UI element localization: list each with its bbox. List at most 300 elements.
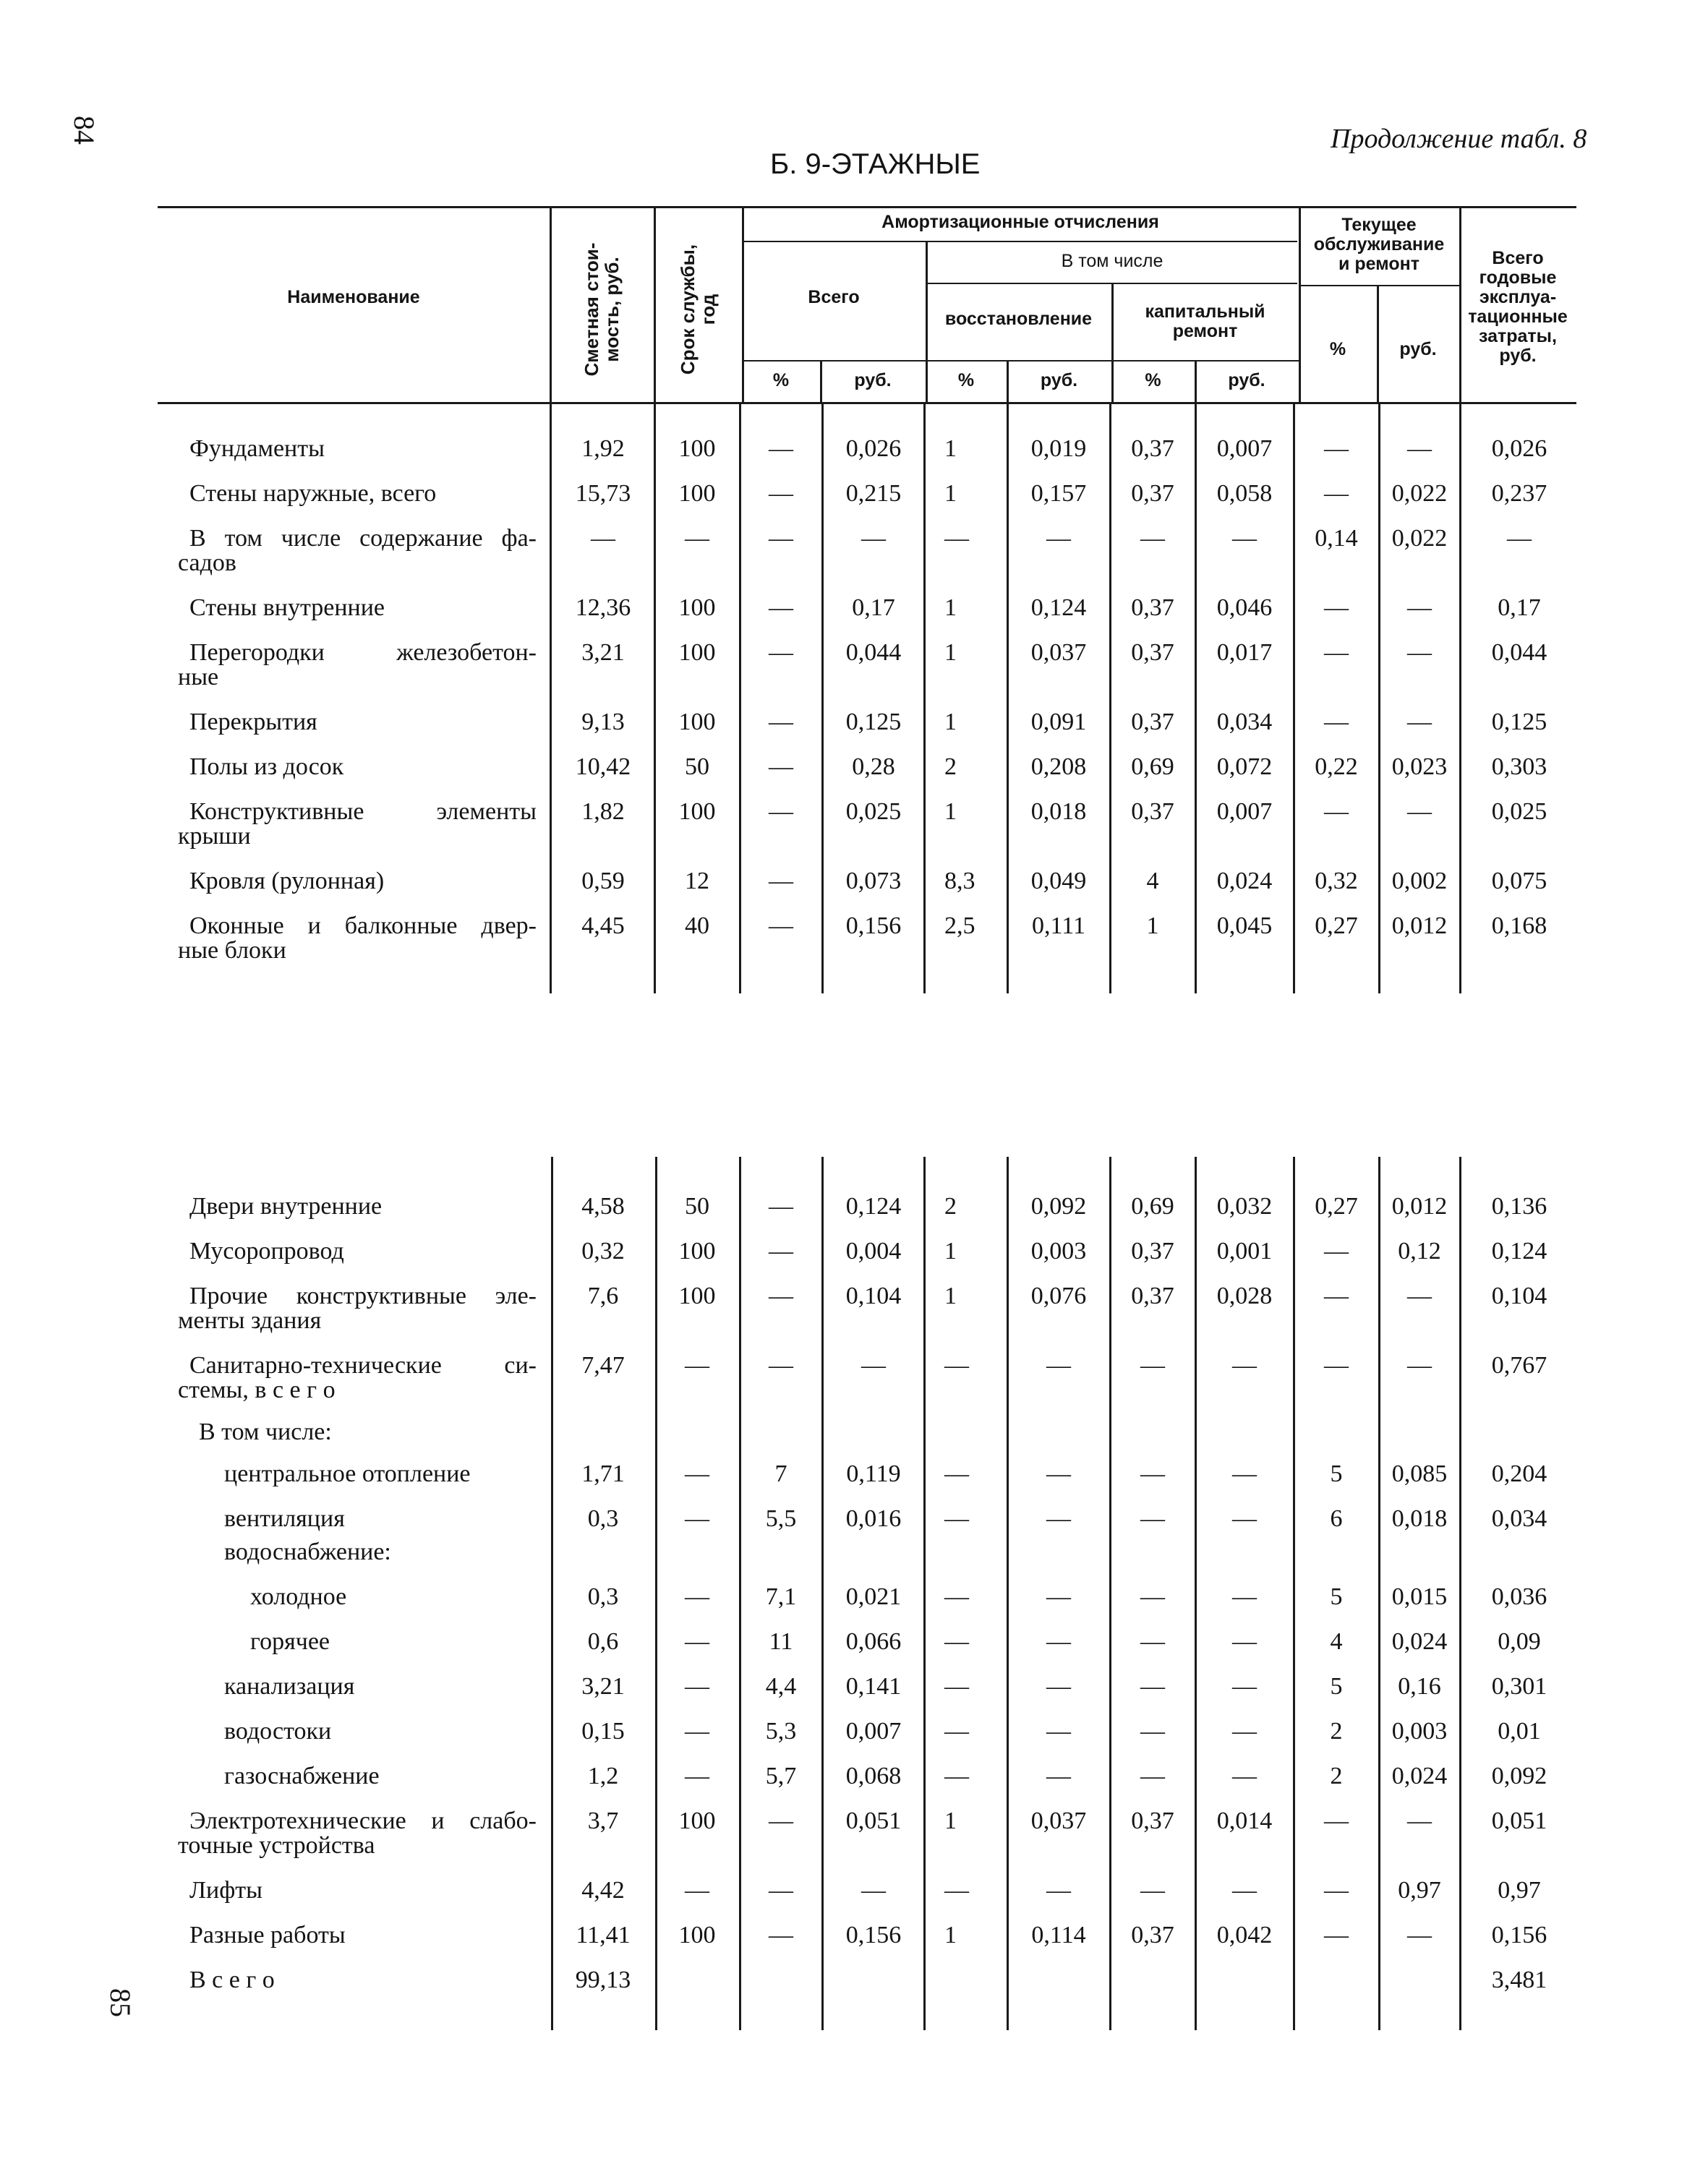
row-name-line: холодное	[250, 1583, 347, 1610]
cell-cr: 0,028	[1216, 1283, 1273, 1309]
table-row	[0, 1194, 1708, 1235]
cell-cost: 4,45	[581, 912, 625, 939]
table-row	[0, 869, 1708, 910]
row-name-line: Мусоропровод	[189, 1238, 344, 1265]
cell-rr: 0,037	[1030, 1808, 1087, 1834]
cell-all: 0,025	[1491, 798, 1547, 825]
row-name	[189, 482, 537, 506]
cell-or: 0,12	[1398, 1238, 1441, 1265]
cell-cp: —	[1140, 1877, 1165, 1904]
row-name-line: Двери внутренние	[189, 1193, 383, 1220]
cell-rr: —	[1046, 1352, 1071, 1379]
cell-cr: 0,042	[1216, 1922, 1273, 1948]
cell-cost: 1,2	[587, 1763, 619, 1789]
cell-rr: —	[1046, 1460, 1071, 1487]
cell-rr: 0,092	[1030, 1193, 1087, 1220]
cell-rp: —	[944, 1877, 969, 1904]
cell-or: 0,022	[1391, 480, 1448, 507]
cell-all: 0,034	[1491, 1505, 1547, 1532]
cell-cp: 0,69	[1131, 1193, 1174, 1220]
cell-cp: 0,37	[1131, 594, 1174, 621]
cell-rr: 0,124	[1030, 594, 1087, 621]
row-name	[189, 1878, 537, 1903]
cell-all: 0,136	[1491, 1193, 1547, 1220]
cell-cp: 4	[1146, 868, 1159, 894]
cell-cp: —	[1140, 525, 1165, 552]
cell-all: 0,301	[1491, 1673, 1547, 1700]
cell-rr: —	[1046, 1718, 1071, 1745]
cell-tp: 7	[774, 1460, 787, 1487]
cell-life: 100	[678, 480, 716, 507]
cell-op: —	[1324, 594, 1349, 621]
cell-op: —	[1324, 639, 1349, 666]
table-row	[0, 596, 1708, 636]
cell-rp: 1	[944, 1238, 957, 1265]
cell-rr: 0,076	[1030, 1283, 1087, 1309]
cell-op: 5	[1330, 1673, 1343, 1700]
cell-cr: —	[1232, 1505, 1257, 1532]
cell-all: 0,767	[1491, 1352, 1547, 1379]
cell-cp: 0,37	[1131, 1922, 1174, 1948]
cell-life: 100	[678, 798, 716, 825]
row-name	[178, 1352, 537, 1403]
row-name-continuation: ные блоки	[178, 937, 286, 964]
row-name	[189, 596, 537, 620]
cell-op: —	[1324, 1283, 1349, 1309]
cell-rr: 0,111	[1032, 912, 1085, 939]
cell-tr: 0,124	[845, 1193, 902, 1220]
table-row	[0, 710, 1708, 750]
cell-tr: 0,156	[845, 912, 902, 939]
cell-rp: 1	[944, 639, 957, 666]
cell-rp: 1	[944, 709, 957, 735]
cell-or: 0,024	[1391, 1763, 1448, 1789]
cell-cr: —	[1232, 1352, 1257, 1379]
row-name	[250, 1585, 346, 1609]
cell-all: 0,104	[1491, 1283, 1547, 1309]
cell-tr: 0,066	[845, 1628, 902, 1655]
row-name	[189, 1968, 537, 1993]
cell-tp: —	[769, 435, 793, 462]
cell-cr: 0,034	[1216, 709, 1273, 735]
section-title: Б. 9-ЭТАЖНЫЕ	[770, 148, 981, 180]
cell-cp: —	[1140, 1718, 1165, 1745]
row-name-line: центральное отопление	[224, 1460, 471, 1487]
cell-tp: —	[769, 1283, 793, 1309]
table-row	[0, 1462, 1708, 1502]
cell-life: 40	[685, 912, 709, 939]
table-row	[0, 482, 1708, 522]
cell-rr: 0,018	[1030, 798, 1087, 825]
cell-all: 0,01	[1498, 1718, 1541, 1745]
row-name-continuation: точные устройства	[178, 1832, 375, 1859]
cell-cr: 0,001	[1216, 1238, 1273, 1265]
header-life: Срок службы, год	[677, 244, 719, 375]
row-name-line: Разные работы	[189, 1922, 346, 1948]
cell-cr: —	[1232, 1460, 1257, 1487]
cell-op: —	[1324, 1352, 1349, 1379]
cell-tp: —	[769, 1352, 793, 1379]
cell-op: 5	[1330, 1460, 1343, 1487]
cell-tp: —	[769, 1193, 793, 1220]
cell-tr: 0,215	[845, 480, 902, 507]
row-name-continuation: менты здания	[178, 1307, 322, 1334]
cell-rp: 1	[944, 1922, 957, 1948]
cell-cr: 0,058	[1216, 480, 1273, 507]
cell-or: 0,97	[1398, 1877, 1441, 1904]
cell-cr: 0,017	[1216, 639, 1273, 666]
cell-or: 0,022	[1391, 525, 1448, 552]
cell-tp: —	[769, 753, 793, 780]
cell-tr: 0,125	[845, 709, 902, 735]
cell-life: 100	[678, 709, 716, 735]
cell-all: 0,075	[1491, 868, 1547, 894]
cell-rp: 2	[944, 753, 957, 780]
table-row	[0, 1585, 1708, 1625]
table-row	[0, 1719, 1708, 1760]
cell-tr: 0,016	[845, 1505, 902, 1532]
cell-cost: 1,92	[581, 435, 625, 462]
page-number-top: 84	[68, 116, 101, 145]
cell-op: —	[1324, 480, 1349, 507]
row-name-continuation: стемы, в с е г о	[178, 1377, 336, 1403]
cell-rp: 8,3	[944, 868, 975, 894]
table-row	[0, 525, 1708, 576]
header-name: Наименование	[287, 287, 420, 307]
cell-cp: —	[1140, 1583, 1165, 1610]
cell-life: —	[685, 1763, 709, 1789]
cell-tr: 0,104	[845, 1283, 902, 1309]
cell-op: —	[1324, 1922, 1349, 1948]
cell-cost: 3,21	[581, 639, 625, 666]
row-name	[178, 639, 537, 690]
cell-rp: 1	[944, 435, 957, 462]
cell-rr: 0,208	[1030, 753, 1087, 780]
cell-life: 50	[685, 753, 709, 780]
cell-all: 0,124	[1491, 1238, 1547, 1265]
cell-cost: 15,73	[575, 480, 631, 507]
cell-tp: 5,5	[765, 1505, 797, 1532]
row-name-continuation: крыши	[178, 823, 251, 850]
cell-or: 0,015	[1391, 1583, 1448, 1610]
cell-cr: —	[1232, 1877, 1257, 1904]
cell-tr: 0,28	[852, 753, 895, 780]
cell-or: —	[1407, 1283, 1432, 1309]
cell-rp: 1	[944, 798, 957, 825]
header-total: Всего	[808, 287, 860, 307]
cell-cost: 0,15	[581, 1718, 625, 1745]
row-name	[189, 1239, 537, 1264]
cell-op: 5	[1330, 1583, 1343, 1610]
header-incl: В том числе	[1061, 251, 1163, 271]
cell-cr: —	[1232, 1763, 1257, 1789]
cell-tr: 0,068	[845, 1763, 902, 1789]
cell-cp: —	[1140, 1352, 1165, 1379]
cell-cost: 11,41	[576, 1922, 631, 1948]
row-name-line: Лифты	[189, 1877, 262, 1904]
cell-tp: 4,4	[765, 1673, 797, 1700]
row-name	[189, 755, 537, 779]
cell-op: —	[1324, 1808, 1349, 1834]
cell-tp: —	[769, 1877, 793, 1904]
cell-or: —	[1407, 435, 1432, 462]
continuation-label: Продолжение табл. 8	[1331, 124, 1587, 154]
table-row	[0, 639, 1708, 690]
header-restore-pct: %	[957, 370, 975, 390]
cell-all: 0,97	[1498, 1877, 1541, 1904]
cell-all: 0,036	[1491, 1583, 1547, 1610]
cell-or: 0,002	[1391, 868, 1448, 894]
cell-op: 4	[1330, 1628, 1343, 1655]
cell-life: 50	[685, 1193, 709, 1220]
cell-cp: 0,37	[1131, 1238, 1174, 1265]
cell-life: —	[685, 1628, 709, 1655]
cell-rp: 1	[944, 480, 957, 507]
table-row	[0, 1764, 1708, 1805]
row-name	[189, 437, 537, 461]
cell-all: —	[1507, 525, 1532, 552]
row-name-line: В том числе:	[199, 1419, 332, 1445]
row-name	[178, 1808, 537, 1859]
cell-tp: —	[769, 480, 793, 507]
table-row	[0, 1923, 1708, 1964]
row-name-line: вентиляция	[224, 1505, 345, 1532]
cell-tp: 5,3	[765, 1718, 797, 1745]
table-row	[0, 1420, 1708, 1460]
cell-op: 6	[1330, 1505, 1343, 1532]
cell-life: —	[685, 1352, 709, 1379]
cell-rr: —	[1046, 1505, 1071, 1532]
cell-rr: 0,049	[1030, 868, 1087, 894]
row-name-line: В с е г о	[189, 1967, 275, 1993]
cell-tr: —	[861, 1352, 886, 1379]
cell-op: 2	[1330, 1718, 1343, 1745]
cell-tp: —	[769, 868, 793, 894]
cell-all: 0,204	[1491, 1460, 1547, 1487]
cell-rr: —	[1046, 1763, 1071, 1789]
cell-tp: —	[769, 709, 793, 735]
row-name	[178, 798, 537, 850]
cell-op: 0,27	[1315, 912, 1358, 939]
row-name-line: Фундаменты	[189, 435, 325, 462]
cell-cp: 0,37	[1131, 1808, 1174, 1834]
row-name	[189, 710, 537, 735]
row-name-line: Санитарно-технические си-	[189, 1352, 537, 1379]
cell-all: 0,237	[1491, 480, 1547, 507]
table-row	[0, 1630, 1708, 1670]
cell-cp: 1	[1146, 912, 1159, 939]
row-name-line: Стены наружные, всего	[189, 480, 437, 507]
cell-cost: 4,58	[581, 1193, 625, 1220]
cell-life: —	[685, 525, 709, 552]
cell-rp: —	[944, 1763, 969, 1789]
cell-rp: 1	[944, 1283, 957, 1309]
header-amortization: Амортизационные отчисления	[881, 212, 1159, 232]
cell-op: —	[1324, 1877, 1349, 1904]
cell-rr: —	[1046, 1628, 1071, 1655]
table-row	[0, 437, 1708, 477]
cell-or: 0,012	[1391, 912, 1448, 939]
header-current: Текущее обслуживание и ремонт	[1313, 215, 1445, 274]
header-capital-pct: %	[1145, 370, 1161, 390]
cell-life: 100	[678, 1922, 716, 1948]
row-name-continuation: садов	[178, 549, 236, 576]
cell-cr: —	[1232, 1718, 1257, 1745]
cell-cp: 0,37	[1131, 798, 1174, 825]
cell-or: —	[1407, 1922, 1432, 1948]
cell-cp: 0,37	[1131, 709, 1174, 735]
cell-life: —	[685, 1460, 709, 1487]
cell-tr: 0,021	[845, 1583, 902, 1610]
cell-life: 12	[685, 868, 709, 894]
row-name-line: Прочие конструктивные эле-	[189, 1283, 537, 1309]
table-row	[0, 1540, 1708, 1580]
row-name	[189, 1923, 537, 1948]
cell-rp: 1	[944, 1808, 957, 1834]
table-row	[0, 755, 1708, 795]
cell-all: 0,09	[1498, 1628, 1541, 1655]
cell-cost: 0,6	[587, 1628, 619, 1655]
row-name-line: газоснабжение	[224, 1763, 380, 1789]
cell-cr: 0,007	[1216, 798, 1273, 825]
cell-tp: —	[769, 912, 793, 939]
cell-cost: 0,32	[581, 1238, 625, 1265]
cell-tr: 0,025	[845, 798, 902, 825]
cell-all: 0,051	[1491, 1808, 1547, 1834]
header-current-rub: руб.	[1399, 339, 1437, 359]
cell-cr: —	[1232, 525, 1257, 552]
cell-or: —	[1407, 709, 1432, 735]
row-name	[178, 1283, 537, 1334]
header-restore-rub: руб.	[1040, 370, 1078, 390]
cell-cp: 0,37	[1131, 435, 1174, 462]
row-name	[178, 525, 537, 576]
cell-life: 100	[678, 594, 716, 621]
cell-life: 100	[678, 1238, 716, 1265]
cell-or: 0,085	[1391, 1460, 1448, 1487]
cell-cp: 0,37	[1131, 480, 1174, 507]
table-row	[0, 1674, 1708, 1715]
cell-op: 0,32	[1315, 868, 1358, 894]
cell-rp: —	[944, 1673, 969, 1700]
cell-or: —	[1407, 798, 1432, 825]
header-capital: капитальный ремонт	[1145, 301, 1265, 341]
cell-cost: 0,3	[587, 1505, 619, 1532]
row-name-line: Кровля (рулонная)	[189, 868, 385, 894]
header-current-pct: %	[1329, 339, 1346, 359]
row-name-line: Оконные и балконные двер-	[189, 912, 537, 939]
cell-tr: 0,026	[845, 435, 902, 462]
cell-or: —	[1407, 594, 1432, 621]
cell-tr: 0,156	[845, 1922, 902, 1948]
cell-cost: 1,82	[581, 798, 625, 825]
cell-all: 0,026	[1491, 435, 1547, 462]
header-total-pct: %	[772, 370, 790, 390]
row-name-continuation: ные	[178, 664, 219, 690]
cell-rr: —	[1046, 1877, 1071, 1904]
cell-or: —	[1407, 1808, 1432, 1834]
cell-op: —	[1324, 798, 1349, 825]
cell-rp: —	[944, 525, 969, 552]
cell-cost: —	[591, 525, 615, 552]
cell-rp: —	[944, 1352, 969, 1379]
cell-cr: —	[1232, 1583, 1257, 1610]
cell-tr: 0,044	[845, 639, 902, 666]
cell-cp: 0,37	[1131, 639, 1174, 666]
cell-cost: 1,71	[581, 1460, 625, 1487]
cell-all: 0,17	[1498, 594, 1541, 621]
cell-all: 0,044	[1491, 639, 1547, 666]
header-restore: восстановление	[944, 309, 1093, 329]
cell-or: —	[1407, 1352, 1432, 1379]
cell-cr: 0,046	[1216, 594, 1273, 621]
row-name-line: В том числе содержание фа-	[189, 525, 537, 552]
row-name-line: водостоки	[224, 1718, 332, 1745]
cell-rp: 2,5	[944, 912, 975, 939]
cell-tp: —	[769, 798, 793, 825]
cell-all: 0,168	[1491, 912, 1547, 939]
cell-op: —	[1324, 435, 1349, 462]
row-name	[224, 1507, 345, 1531]
cell-cost: 3,7	[587, 1808, 619, 1834]
header-annual: Всего годовые эксплуа- тационные затраты, руб.	[1468, 248, 1568, 366]
cell-rp: —	[944, 1583, 969, 1610]
cell-cp: —	[1140, 1505, 1165, 1532]
cell-cr: 0,072	[1216, 753, 1273, 780]
table-row	[0, 798, 1708, 850]
row-name	[224, 1462, 471, 1486]
cell-tp: —	[769, 594, 793, 621]
cell-cost: 0,3	[587, 1583, 619, 1610]
cell-rp: —	[944, 1505, 969, 1532]
table-row	[0, 912, 1708, 964]
cell-op: 2	[1330, 1763, 1343, 1789]
cell-cost: 9,13	[581, 709, 625, 735]
cell-rr: 0,037	[1030, 639, 1087, 666]
page-number-bottom: 85	[104, 1988, 137, 2017]
cell-all: 0,092	[1491, 1763, 1547, 1789]
cell-rr: —	[1046, 1583, 1071, 1610]
row-name-line: Полы из досок	[189, 753, 344, 780]
row-name-line: Перекрытия	[189, 709, 317, 735]
cell-rr: 0,003	[1030, 1238, 1087, 1265]
cell-rr: —	[1046, 1673, 1071, 1700]
cell-tr: 0,119	[846, 1460, 901, 1487]
cell-life: 100	[678, 435, 716, 462]
table-row	[0, 1283, 1708, 1334]
cell-rr: 0,091	[1030, 709, 1087, 735]
cell-tp: —	[769, 1808, 793, 1834]
cell-op: 0,22	[1315, 753, 1358, 780]
cell-life: —	[685, 1877, 709, 1904]
cell-cost: 7,47	[581, 1352, 625, 1379]
cell-rr: 0,114	[1031, 1922, 1086, 1948]
cell-tp: 5,7	[765, 1763, 797, 1789]
cell-cp: —	[1140, 1460, 1165, 1487]
cell-tr: —	[861, 1877, 886, 1904]
cell-op: 0,27	[1315, 1193, 1358, 1220]
cell-life: —	[685, 1718, 709, 1745]
table-row	[0, 1352, 1708, 1403]
row-name-line: канализация	[224, 1673, 355, 1700]
cell-cost: 4,42	[581, 1877, 625, 1904]
cell-cost: 12,36	[575, 594, 631, 621]
header-capital-rub: руб.	[1228, 370, 1265, 390]
cell-op: 0,14	[1315, 525, 1358, 552]
cell-rr: 0,019	[1030, 435, 1087, 462]
cell-rp: —	[944, 1718, 969, 1745]
cell-cost: 99,13	[575, 1967, 631, 1993]
